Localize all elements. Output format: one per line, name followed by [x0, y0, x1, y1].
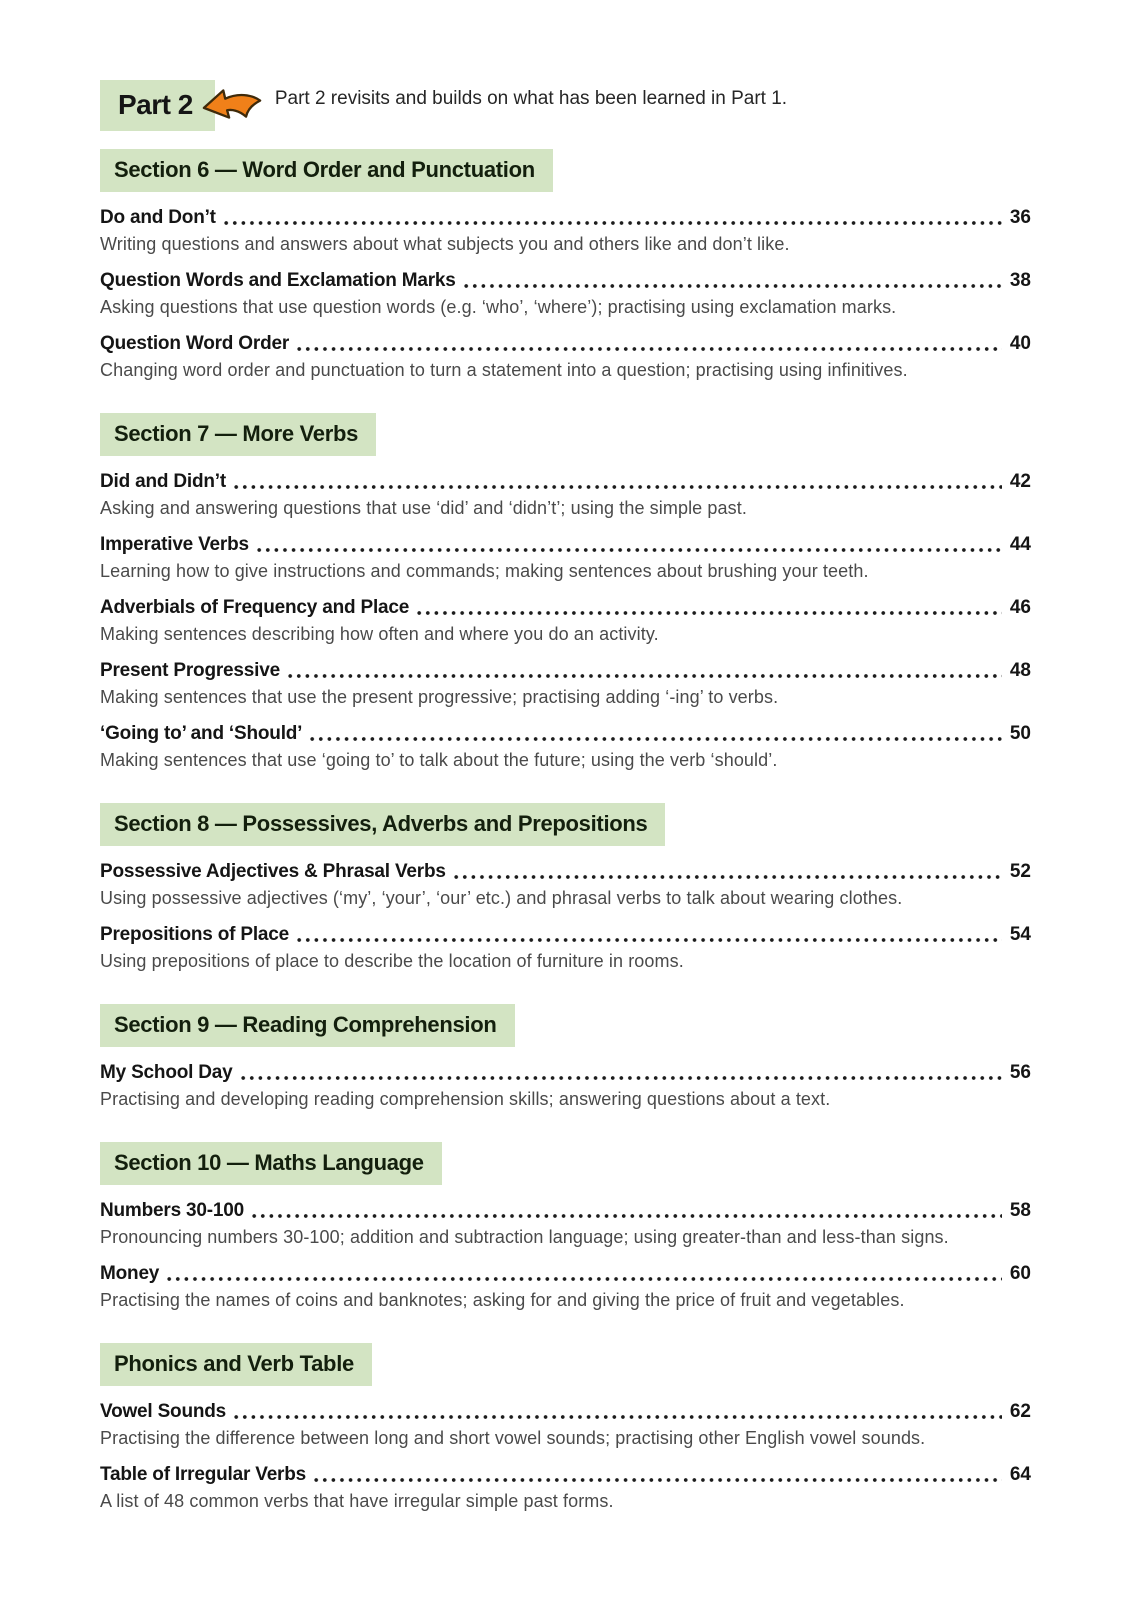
entry-page-number: 58 [1009, 1200, 1031, 1221]
dotted-leader [288, 673, 1002, 679]
entry-title: Numbers 30-100 [100, 1200, 244, 1221]
entry-title: Question Words and Exclamation Marks [100, 270, 456, 291]
section-more-verbs [100, 413, 1031, 771]
entry-description: Making sentences that use ‘going to’ to talk about the future; using the verb ‘should’. [100, 750, 778, 770]
entry-page-number: 60 [1009, 1263, 1031, 1284]
entry-page-number: 40 [1009, 333, 1031, 354]
entry-title: Vowel Sounds [100, 1401, 227, 1422]
entry-page-number: 42 [1009, 471, 1031, 492]
dotted-leader [252, 1213, 1002, 1219]
entry-title: Question Word Order [100, 333, 290, 354]
entry-title: Present Progressive [100, 660, 280, 681]
section-maths-language [100, 1142, 1031, 1311]
entry-page-number: 62 [1009, 1401, 1031, 1422]
toc-entry [100, 1401, 1031, 1449]
toc-entry [100, 1200, 1031, 1248]
entry-title: Adverbials of Frequency and Place [100, 597, 410, 618]
entry-description: Making sentences describing how often and where you do an activity. [100, 624, 659, 644]
entry-description: Making sentences that use the present progressive; practising adding ‘-ing’ to verbs. [100, 687, 779, 707]
toc-entry [100, 534, 1031, 582]
entry-title: Prepositions of Place [100, 924, 290, 945]
dotted-leader [314, 1477, 1002, 1483]
entry-description: Practising the difference between long and short vowel sounds; practising other English vowel sounds. [100, 1428, 926, 1448]
dotted-leader [234, 484, 1002, 490]
entry-description: Practising and developing reading comprehension skills; answering questions about a text. [100, 1089, 831, 1109]
dotted-leader [297, 937, 1002, 943]
entry-title: Do and Don’t [100, 207, 216, 228]
entry-title: ‘Going to’ and ‘Should’ [100, 723, 303, 744]
section-title: Section 10 — Maths Language [100, 1142, 442, 1185]
part-label: Part 2 [100, 80, 215, 131]
part-intro-text: Part 2 revisits and builds on what has been learned in Part 1. [274, 87, 788, 109]
dotted-leader [417, 610, 1002, 616]
section-title: Section 8 — Possessives, Adverbs and Prepositions [100, 803, 665, 846]
entry-description: Changing word order and punctuation to turn a statement into a question; practising using infinitives. [100, 360, 908, 380]
entry-title: My School Day [100, 1062, 233, 1083]
dotted-leader [234, 1414, 1002, 1420]
section-title: Phonics and Verb Table [100, 1343, 372, 1386]
entry-page-number: 38 [1009, 270, 1031, 291]
entry-page-number: 54 [1009, 924, 1031, 945]
toc-entry [100, 723, 1031, 771]
toc-entry [100, 471, 1031, 519]
dotted-leader [167, 1276, 1002, 1282]
entry-description: Using possessive adjectives (‘my’, ‘your’, ‘our’ etc.) and phrasal verbs to talk about wearing clothes. [100, 888, 903, 908]
toc-entry [100, 1263, 1031, 1311]
dotted-leader [464, 283, 1002, 289]
entry-title: Possessive Adjectives & Phrasal Verbs [100, 861, 446, 882]
toc-entry [100, 333, 1031, 381]
section-phonics-and-verb-table [100, 1343, 1031, 1512]
entry-page-number: 64 [1009, 1464, 1031, 1485]
entry-description: Using prepositions of place to describe the location of furniture in rooms. [100, 951, 684, 971]
entry-page-number: 44 [1009, 534, 1031, 555]
left-arrow-icon [201, 84, 263, 124]
entry-title: Imperative Verbs [100, 534, 249, 555]
section-reading-comprehension [100, 1004, 1031, 1110]
section-title: Section 7 — More Verbs [100, 413, 376, 456]
entry-description: Pronouncing numbers 30-100; addition and subtraction language; using greater-than and less-than signs. [100, 1227, 949, 1247]
entry-page-number: 36 [1009, 207, 1031, 228]
entry-description: Asking and answering questions that use ‘did’ and ‘didn’t’; using the simple past. [100, 498, 747, 518]
entry-description: Practising the names of coins and banknotes; asking for and giving the price of fruit and vegetables. [100, 1290, 905, 1310]
section-possessives-adverbs-prepositions [100, 803, 1031, 972]
toc-entry [100, 861, 1031, 909]
dotted-leader [224, 220, 1002, 226]
toc-entry [100, 207, 1031, 255]
entry-page-number: 52 [1009, 861, 1031, 882]
entry-description: Learning how to give instructions and commands; making sentences about brushing your teeth. [100, 561, 869, 581]
toc-entry [100, 660, 1031, 708]
part-header [100, 80, 1031, 131]
toc-entry [100, 270, 1031, 318]
entry-title: Table of Irregular Verbs [100, 1464, 307, 1485]
entry-description: Writing questions and answers about what subjects you and others like and don’t like. [100, 234, 790, 254]
entry-title: Money [100, 1263, 160, 1284]
dotted-leader [310, 736, 1002, 742]
entry-page-number: 46 [1009, 597, 1031, 618]
toc-entry [100, 597, 1031, 645]
dotted-leader [297, 346, 1002, 352]
entry-page-number: 56 [1009, 1062, 1031, 1083]
entry-title: Did and Didn’t [100, 471, 226, 492]
dotted-leader [241, 1075, 1002, 1081]
entry-page-number: 50 [1009, 723, 1031, 744]
section-title: Section 6 — Word Order and Punctuation [100, 149, 553, 192]
dotted-leader [257, 547, 1002, 553]
toc-entry [100, 1464, 1031, 1512]
toc-entry [100, 1062, 1031, 1110]
section-title: Section 9 — Reading Comprehension [100, 1004, 515, 1047]
entry-page-number: 48 [1009, 660, 1031, 681]
entry-description: Asking questions that use question words (e.g. ‘who’, ‘where’); practising using exclamation marks. [100, 297, 897, 317]
section-word-order-and-punctuation [100, 149, 1031, 381]
toc-entry [100, 924, 1031, 972]
entry-description: A list of 48 common verbs that have irregular simple past forms. [100, 1491, 614, 1511]
dotted-leader [454, 874, 1002, 880]
